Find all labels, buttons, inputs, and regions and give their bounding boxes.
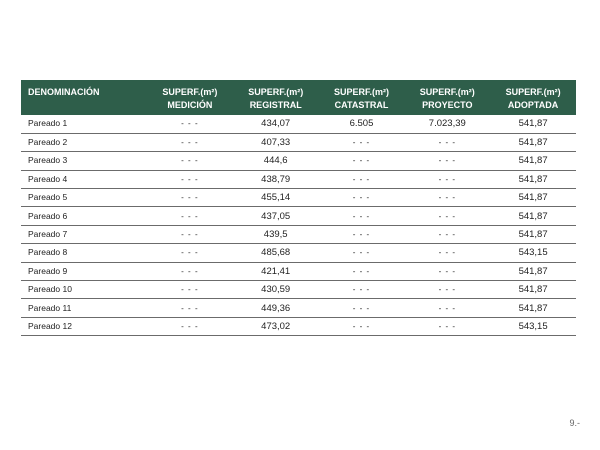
cell-catastral: - - - <box>319 189 405 207</box>
surface-table-container <box>21 80 576 336</box>
cell-medicion: - - - <box>147 207 233 225</box>
header-label-line2: REGISTRAL <box>249 100 302 110</box>
cell-proyecto: - - - <box>404 244 490 262</box>
header-label-line1: SUPERF.(m²) <box>333 87 389 97</box>
cell-denominacion: Pareado 5 <box>21 189 147 207</box>
cell-catastral: - - - <box>319 281 405 299</box>
cell-proyecto: - - - <box>404 262 490 280</box>
cell-catastral: - - - <box>319 152 405 170</box>
header-label-line1: SUPERF.(m²) <box>248 87 304 97</box>
cell-proyecto: - - - <box>404 207 490 225</box>
cell-registral: 485,68 <box>233 244 319 262</box>
cell-catastral: - - - <box>319 133 405 151</box>
page-number: 9.- <box>569 418 580 428</box>
header-catastral <box>319 80 405 115</box>
cell-denominacion: Pareado 4 <box>21 170 147 188</box>
cell-medicion: - - - <box>147 225 233 243</box>
table-row <box>21 189 576 207</box>
table-body <box>21 115 576 336</box>
cell-registral: 439,5 <box>233 225 319 243</box>
cell-medicion: - - - <box>147 189 233 207</box>
cell-medicion: - - - <box>147 170 233 188</box>
cell-denominacion: Pareado 7 <box>21 225 147 243</box>
cell-proyecto: - - - <box>404 152 490 170</box>
cell-proyecto: 7.023,39 <box>404 115 490 133</box>
cell-denominacion: Pareado 3 <box>21 152 147 170</box>
cell-denominacion: Pareado 2 <box>21 133 147 151</box>
cell-catastral: - - - <box>319 225 405 243</box>
cell-medicion: - - - <box>147 115 233 133</box>
cell-proyecto: - - - <box>404 133 490 151</box>
cell-denominacion: Pareado 8 <box>21 244 147 262</box>
header-row <box>21 80 576 115</box>
cell-registral: 434,07 <box>233 115 319 133</box>
cell-registral: 449,36 <box>233 299 319 317</box>
cell-registral: 421,41 <box>233 262 319 280</box>
cell-medicion: - - - <box>147 133 233 151</box>
cell-denominacion: Pareado 11 <box>21 299 147 317</box>
table-header <box>21 80 576 115</box>
cell-adoptada: 541,87 <box>490 225 576 243</box>
header-label-line2: PROYECTO <box>422 100 473 110</box>
table-row <box>21 207 576 225</box>
header-denominacion <box>21 80 147 115</box>
cell-registral: 407,33 <box>233 133 319 151</box>
cell-catastral: 6.505 <box>319 115 405 133</box>
cell-denominacion: Pareado 1 <box>21 115 147 133</box>
cell-registral: 438,79 <box>233 170 319 188</box>
cell-catastral: - - - <box>319 207 405 225</box>
header-label-line1: SUPERF.(m²) <box>505 87 561 97</box>
cell-adoptada: 541,87 <box>490 281 576 299</box>
cell-adoptada: 541,87 <box>490 133 576 151</box>
cell-medicion: - - - <box>147 244 233 262</box>
header-label-line1: SUPERF.(m²) <box>162 87 218 97</box>
table-row <box>21 262 576 280</box>
table-row <box>21 133 576 151</box>
cell-registral: 455,14 <box>233 189 319 207</box>
cell-proyecto: - - - <box>404 170 490 188</box>
table-row <box>21 317 576 335</box>
cell-adoptada: 541,87 <box>490 170 576 188</box>
cell-catastral: - - - <box>319 317 405 335</box>
cell-adoptada: 541,87 <box>490 115 576 133</box>
header-label-line1: SUPERF.(m²) <box>419 87 475 97</box>
header-label-line2: CATASTRAL <box>334 100 389 110</box>
cell-denominacion: Pareado 12 <box>21 317 147 335</box>
cell-registral: 437,05 <box>233 207 319 225</box>
cell-denominacion: Pareado 6 <box>21 207 147 225</box>
cell-catastral: - - - <box>319 262 405 280</box>
cell-proyecto: - - - <box>404 189 490 207</box>
table-row <box>21 281 576 299</box>
cell-medicion: - - - <box>147 152 233 170</box>
table-row <box>21 170 576 188</box>
cell-proyecto: - - - <box>404 299 490 317</box>
cell-denominacion: Pareado 9 <box>21 262 147 280</box>
cell-medicion: - - - <box>147 262 233 280</box>
cell-adoptada: 541,87 <box>490 152 576 170</box>
cell-registral: 444,6 <box>233 152 319 170</box>
header-label: DENOMINACIÓN <box>28 87 100 97</box>
table-row <box>21 225 576 243</box>
header-label-line2: MEDICIÓN <box>167 100 213 110</box>
cell-medicion: - - - <box>147 317 233 335</box>
cell-registral: 473,02 <box>233 317 319 335</box>
table-row <box>21 244 576 262</box>
header-proyecto <box>404 80 490 115</box>
cell-catastral: - - - <box>319 244 405 262</box>
cell-catastral: - - - <box>319 170 405 188</box>
cell-adoptada: 543,15 <box>490 317 576 335</box>
cell-proyecto: - - - <box>404 317 490 335</box>
cell-medicion: - - - <box>147 281 233 299</box>
cell-proyecto: - - - <box>404 281 490 299</box>
table-row <box>21 299 576 317</box>
header-label-line2: ADOPTADA <box>507 100 559 110</box>
cell-medicion: - - - <box>147 299 233 317</box>
header-adoptada <box>490 80 576 115</box>
header-registral <box>233 80 319 115</box>
cell-adoptada: 541,87 <box>490 207 576 225</box>
cell-adoptada: 541,87 <box>490 189 576 207</box>
table-row <box>21 152 576 170</box>
table-row <box>21 115 576 133</box>
cell-adoptada: 543,15 <box>490 244 576 262</box>
cell-registral: 430,59 <box>233 281 319 299</box>
header-medicion <box>147 80 233 115</box>
cell-adoptada: 541,87 <box>490 262 576 280</box>
cell-adoptada: 541,87 <box>490 299 576 317</box>
cell-catastral: - - - <box>319 299 405 317</box>
cell-denominacion: Pareado 10 <box>21 281 147 299</box>
cell-proyecto: - - - <box>404 225 490 243</box>
surface-table <box>21 80 576 336</box>
